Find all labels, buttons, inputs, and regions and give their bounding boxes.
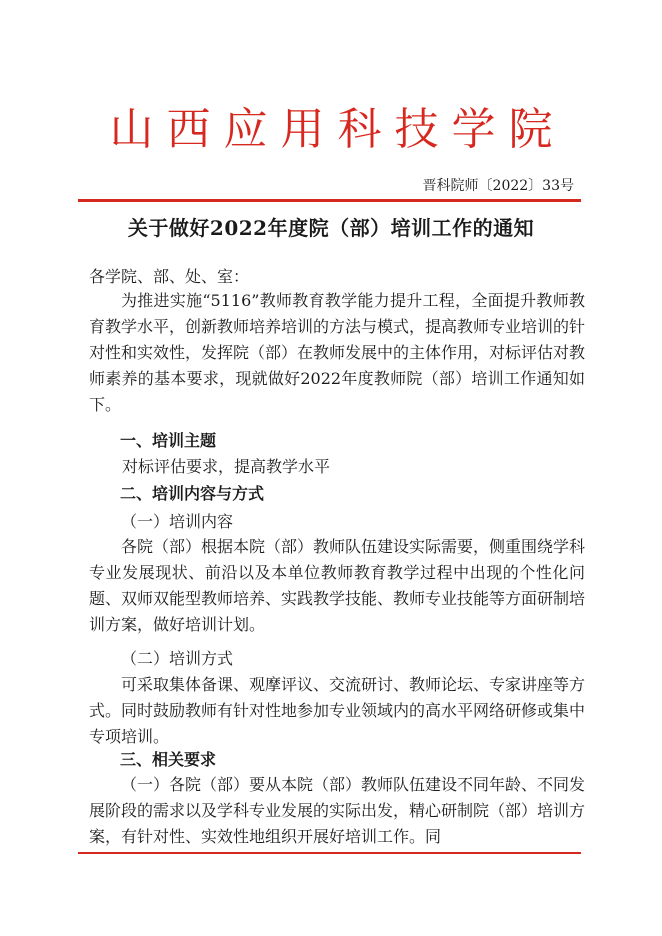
section-heading-theme: 一、培训主题 [120,431,217,450]
theme-text: 对标评估要求，提高教学水平 [122,457,331,476]
subsection-heading-method: （二）培训方式 [121,649,234,668]
section-heading-requirements: 三、相关要求 [120,750,217,769]
header-red-rule [78,199,581,202]
content-paragraph: 各院（部）根据本院（部）教师队伍建设实际需要，侧重围绕学科专业发展现状、前沿以及本单位教师教育教学过程中出现的个性化问题、双师双能型教师培养、实践教学技能、教师专业技能等方面研制培训方案，做好培训计划。 [89,537,586,634]
requirements-paragraph: （一）各院（部）要从本院（部）教师队伍建设不同年龄、不同发展阶段的需求以及学科专业发展的实际出发，精心研制院（部）培训方案，有针对性、实效性地组织开展好培训工作。同 [89,775,586,846]
method-paragraph: 可采取集体备课、观摩评议、交流研讨、教师论坛、专家讲座等方式。同时鼓励教师有针对性地参加专业领域内的高水平网络研修或集中专项培训。 [89,675,586,746]
institution-header: 山西应用科技学院 [109,104,566,155]
document-number: 晋科院师〔2022〕33号 [422,178,574,194]
notice-title: 关于做好2022年度院（部）培训工作的通知 [127,216,535,240]
subsection-heading-content: （一）培训内容 [121,512,234,531]
intro-paragraph: 为推进实施“5116”教师教育教学能力提升工程，全面提升教师教育教学水平，创新教师培养培训的方法与模式，提高教师专业培训的针对性和实效性，发挥院（部）在教师发展中的主体作用，对标评估对教师素养的基本要求，现就做好2022年度教师院（部）培训工作通知如下。 [89,291,586,414]
footer-red-rule [78,852,581,854]
salutation: 各学院、部、处、室： [89,267,250,286]
section-heading-content-method: 二、培训内容与方式 [120,484,265,503]
